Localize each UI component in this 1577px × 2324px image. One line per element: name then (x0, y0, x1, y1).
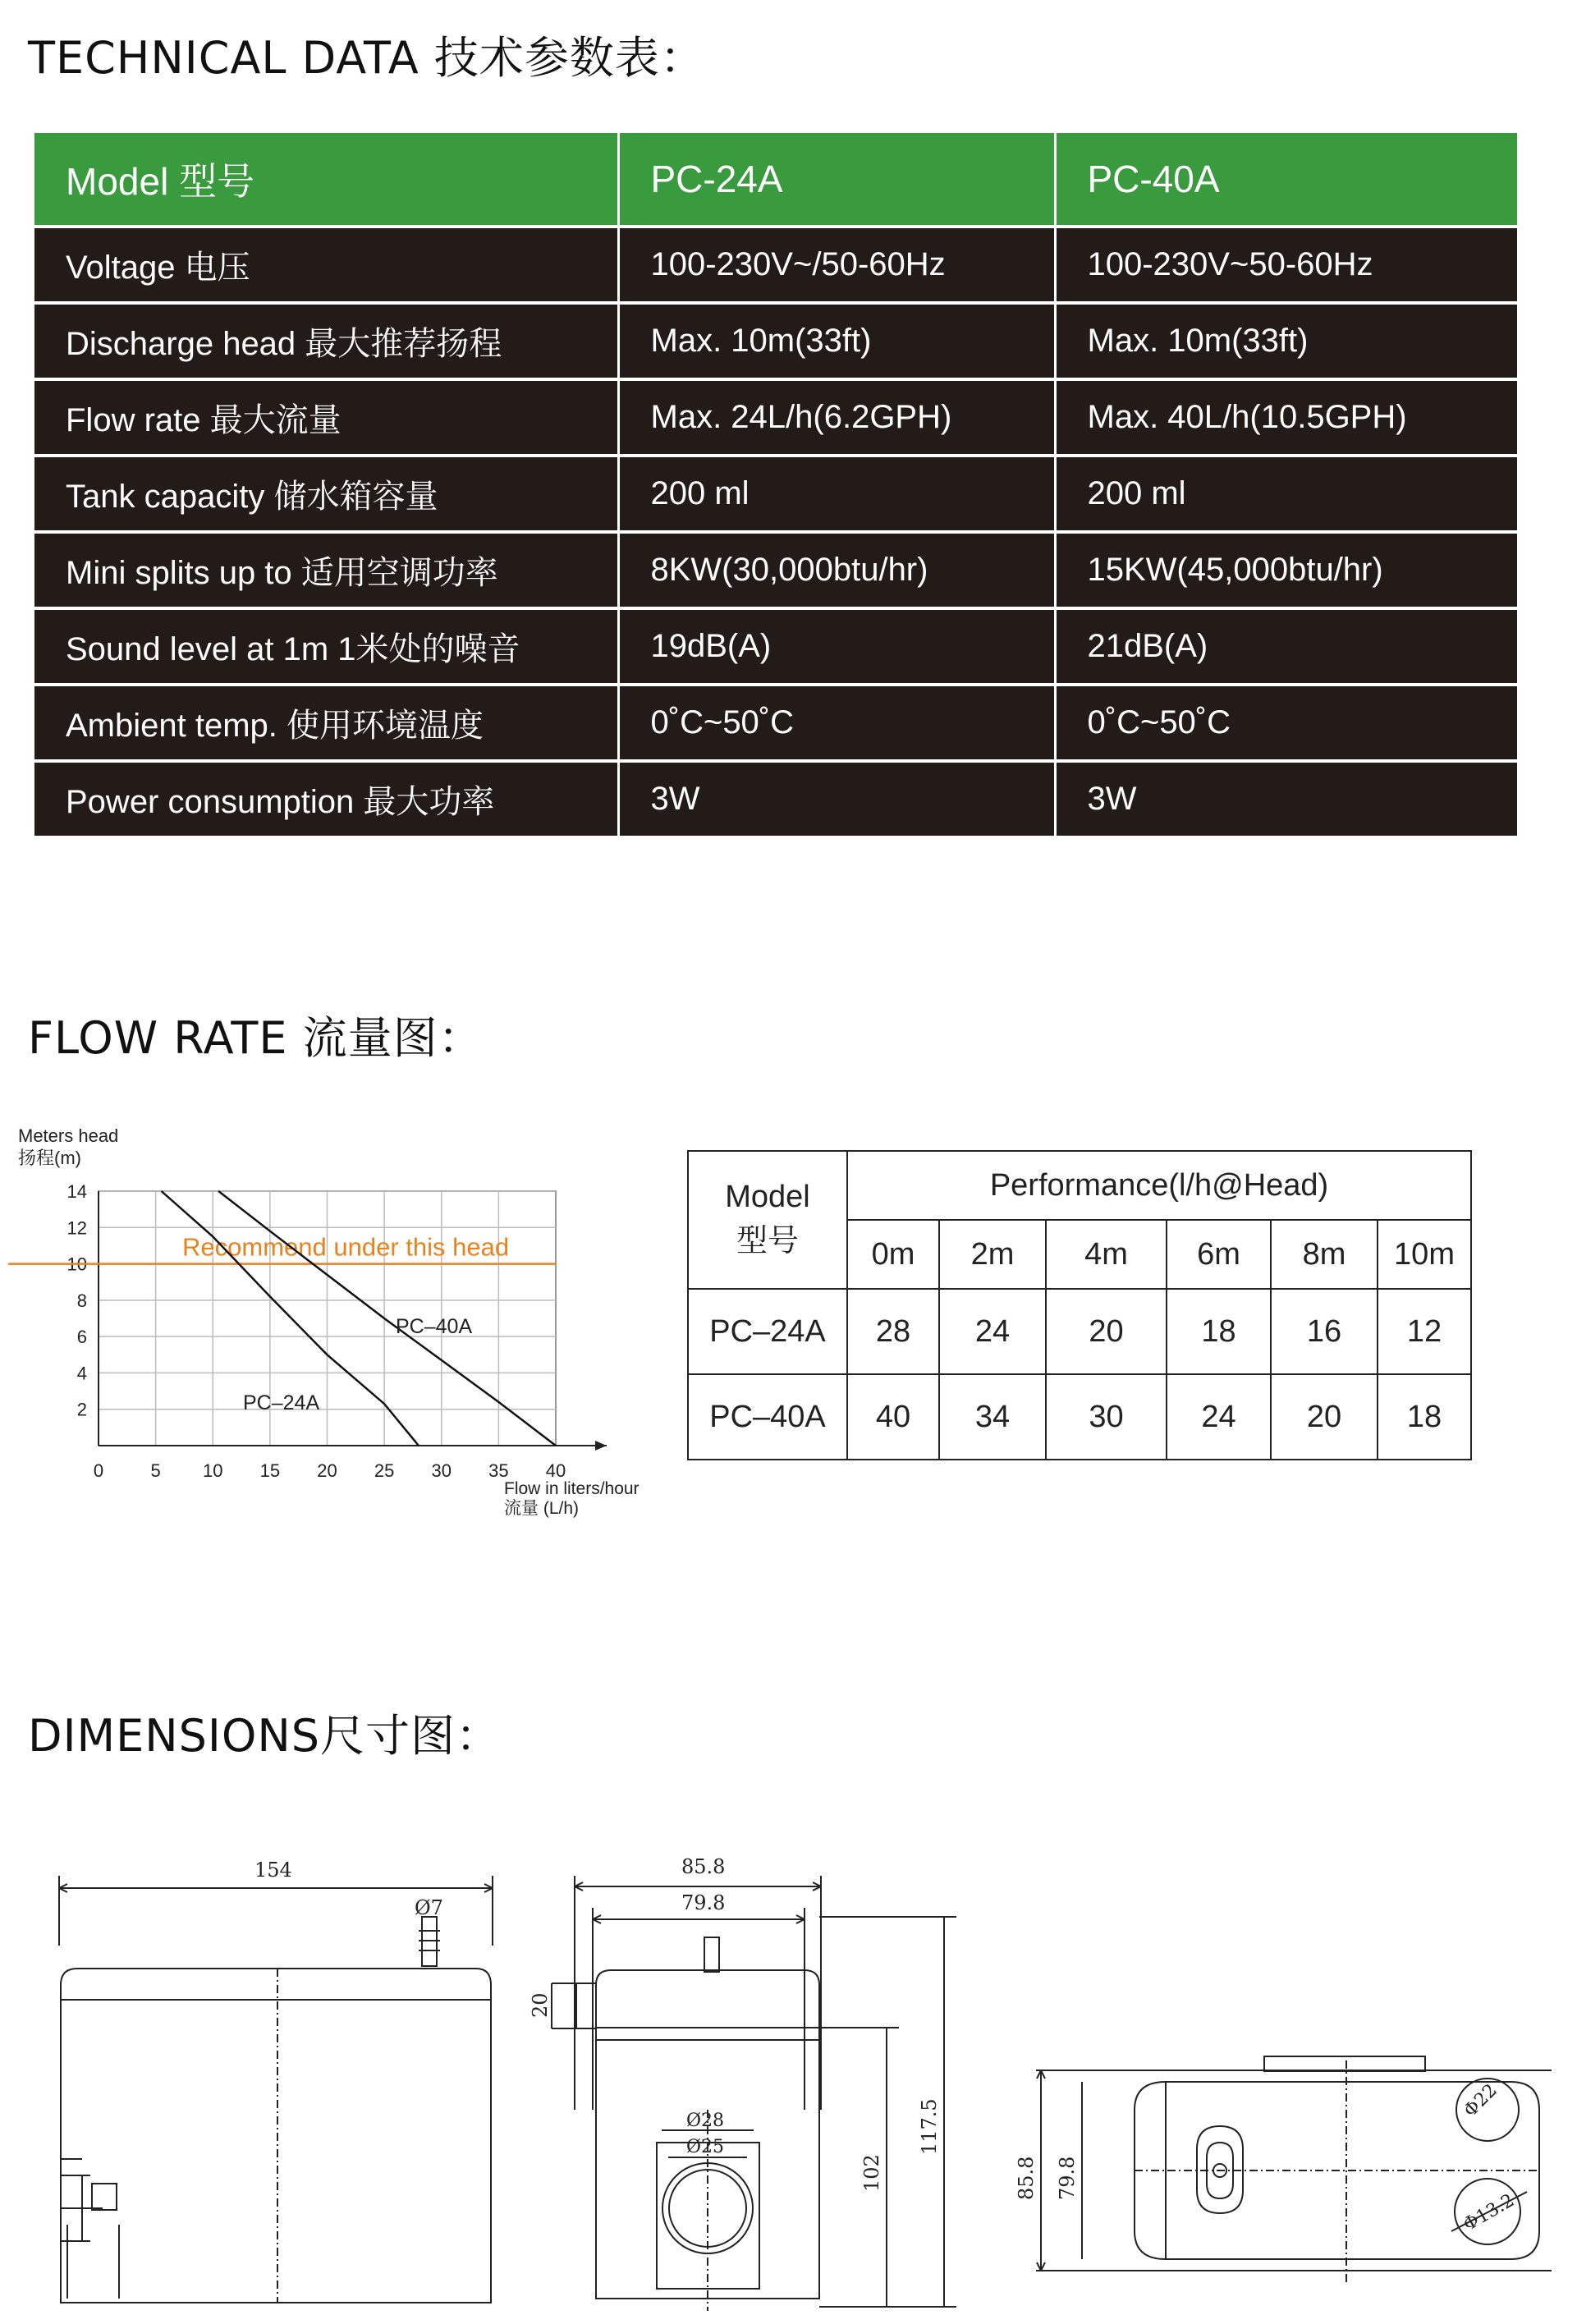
spec-row (34, 685, 1517, 761)
perf-model: PC–40A (688, 1374, 847, 1460)
y-tick-label: 12 (66, 1217, 87, 1239)
side-view-drawing (552, 1876, 956, 2311)
spec-row (34, 303, 1517, 379)
dim-top-hole-small: Φ13.2 (1460, 2190, 1519, 2236)
y-tick-label: 14 (66, 1181, 87, 1202)
spec-header-pc24a: PC-24A (618, 133, 1055, 227)
perf-value: 16 (1271, 1289, 1378, 1374)
perf-head: 8m (1271, 1220, 1378, 1289)
dim-side-height-body: 102 (860, 2154, 883, 2192)
spec-label: Mini splits up to 适用空调功率 (34, 532, 618, 608)
perf-model-label-cn: 型号 (736, 1224, 799, 1258)
spec-value: 0˚C~50˚C (1055, 685, 1517, 761)
spec-row (34, 379, 1517, 456)
spec-value: 100-230V~50-60Hz (1055, 227, 1517, 303)
chart-axes (99, 1191, 607, 1451)
perf-value: 20 (1271, 1374, 1378, 1460)
dim-top-inner: 79.8 (1056, 2156, 1079, 2200)
chart-series (8, 1191, 556, 1446)
performance-table (687, 1150, 1472, 1460)
x-tick-label: 25 (374, 1460, 395, 1481)
series-label: PC–24A (243, 1391, 320, 1414)
perf-head: 2m (939, 1220, 1046, 1289)
spec-row (34, 532, 1517, 608)
y-tick-label: 6 (76, 1327, 87, 1348)
perf-model: PC–24A (688, 1289, 847, 1374)
top-view-drawing (1036, 2056, 1552, 2282)
perf-head: 6m (1167, 1220, 1271, 1289)
spec-row (34, 227, 1517, 303)
dim-side-inner: 79.8 (681, 1891, 726, 1914)
perf-value: 28 (847, 1289, 939, 1374)
y-tick-label: 8 (76, 1290, 87, 1311)
flow-rate-chart (0, 1116, 673, 1543)
front-view-drawing (59, 1876, 493, 2303)
spec-value: 8KW(30,000btu/hr) (618, 532, 1055, 608)
x-axis-label-en: Flow in liters/hour (504, 1479, 640, 1498)
spec-header-row (34, 133, 1517, 227)
perf-model-header (688, 1151, 847, 1289)
spec-row (34, 608, 1517, 685)
perf-value: 18 (1167, 1289, 1271, 1374)
spec-value: 3W (1055, 761, 1517, 836)
perf-value: 24 (939, 1289, 1046, 1374)
perf-header-row (688, 1151, 1471, 1220)
dim-side-port-inner: Ø25 (686, 2137, 725, 2157)
y-tick-label: 2 (76, 1399, 87, 1420)
dimension-drawings (0, 1839, 1577, 2315)
perf-head: 4m (1046, 1220, 1167, 1289)
perf-row (688, 1289, 1471, 1374)
spec-label: Ambient temp. 使用环境温度 (34, 685, 618, 761)
dim-top-outer: 85.8 (1015, 2156, 1038, 2200)
spec-row (34, 456, 1517, 532)
spec-label: Discharge head 最大推荐扬程 (34, 303, 618, 379)
spec-value: Max. 10m(33ft) (618, 303, 1055, 379)
x-tick-label: 0 (93, 1460, 104, 1481)
dim-front-width: 154 (254, 1859, 292, 1882)
x-tick-label: 30 (431, 1460, 452, 1481)
perf-head: 0m (847, 1220, 939, 1289)
perf-model-label-en: Model (725, 1180, 810, 1214)
spec-value: 3W (618, 761, 1055, 836)
spec-value: 21dB(A) (1055, 608, 1517, 685)
perf-value: 34 (939, 1374, 1046, 1460)
x-axis-label-cn: 流量 (L/h) (504, 1499, 580, 1518)
perf-value: 12 (1378, 1289, 1471, 1374)
x-tick-label: 15 (259, 1460, 281, 1481)
y-axis-label-cn: 扬程(m) (18, 1148, 81, 1168)
series-label: PC–40A (396, 1315, 473, 1338)
spec-value: 200 ml (1055, 456, 1517, 532)
y-tick-label: 4 (76, 1363, 87, 1384)
spec-value: Max. 24L/h(6.2GPH) (618, 379, 1055, 456)
spec-row (34, 761, 1517, 836)
perf-performance-header: Performance(l/h@Head) (847, 1151, 1471, 1220)
spec-label: Sound level at 1m 1米处的噪音 (34, 608, 618, 685)
dim-front-outlet: Ø7 (415, 1896, 443, 1919)
chart-ticks (67, 1181, 566, 1481)
spec-value: 15KW(45,000btu/hr) (1055, 532, 1517, 608)
chart-grid (99, 1191, 556, 1446)
technical-data-title: TECHNICAL DATA 技术参数表： (28, 32, 705, 84)
perf-value: 30 (1046, 1374, 1167, 1460)
perf-row (688, 1374, 1471, 1460)
flow-rate-title: FLOW RATE 流量图： (28, 1012, 484, 1064)
spec-value: Max. 10m(33ft) (1055, 303, 1517, 379)
x-axis-arrow (595, 1441, 607, 1451)
x-tick-label: 10 (203, 1460, 223, 1481)
y-tick-label: 10 (66, 1254, 87, 1275)
perf-head: 10m (1378, 1220, 1471, 1289)
spec-label: Voltage 电压 (34, 227, 618, 303)
dim-side-outer: 85.8 (681, 1855, 726, 1878)
dim-side-top-step: 20 (529, 1992, 552, 2018)
spec-label: Tank capacity 储水箱容量 (34, 456, 618, 532)
perf-value: 18 (1378, 1374, 1471, 1460)
x-tick-label: 20 (317, 1460, 337, 1481)
spec-header-model: Model 型号 (34, 133, 618, 227)
x-tick-label: 40 (545, 1460, 566, 1481)
spec-value: 200 ml (618, 456, 1055, 532)
spec-value: 19dB(A) (618, 608, 1055, 685)
x-tick-label: 5 (150, 1460, 161, 1481)
perf-value: 24 (1167, 1374, 1271, 1460)
spec-header-pc40a: PC-40A (1055, 133, 1517, 227)
y-axis-label-en: Meters head (18, 1125, 119, 1146)
dim-side-height-total: 117.5 (918, 2098, 941, 2155)
spec-label: Flow rate 最大流量 (34, 379, 618, 456)
dimensions-title: DIMENSIONS尺寸图： (28, 1710, 501, 1762)
dim-side-port-outer: Ø28 (686, 2111, 725, 2131)
x-tick-label: 35 (488, 1460, 509, 1481)
spec-value: 0˚C~50˚C (618, 685, 1055, 761)
reference-line-label: Recommend under this head (182, 1232, 510, 1262)
spec-value: 100-230V~/50-60Hz (618, 227, 1055, 303)
technical-data-table (34, 133, 1517, 836)
perf-value: 40 (847, 1374, 939, 1460)
spec-label: Power consumption 最大功率 (34, 761, 618, 836)
perf-value: 20 (1046, 1289, 1167, 1374)
spec-value: Max. 40L/h(10.5GPH) (1055, 379, 1517, 456)
dim-top-hole-large: Φ22 (1460, 2080, 1501, 2122)
